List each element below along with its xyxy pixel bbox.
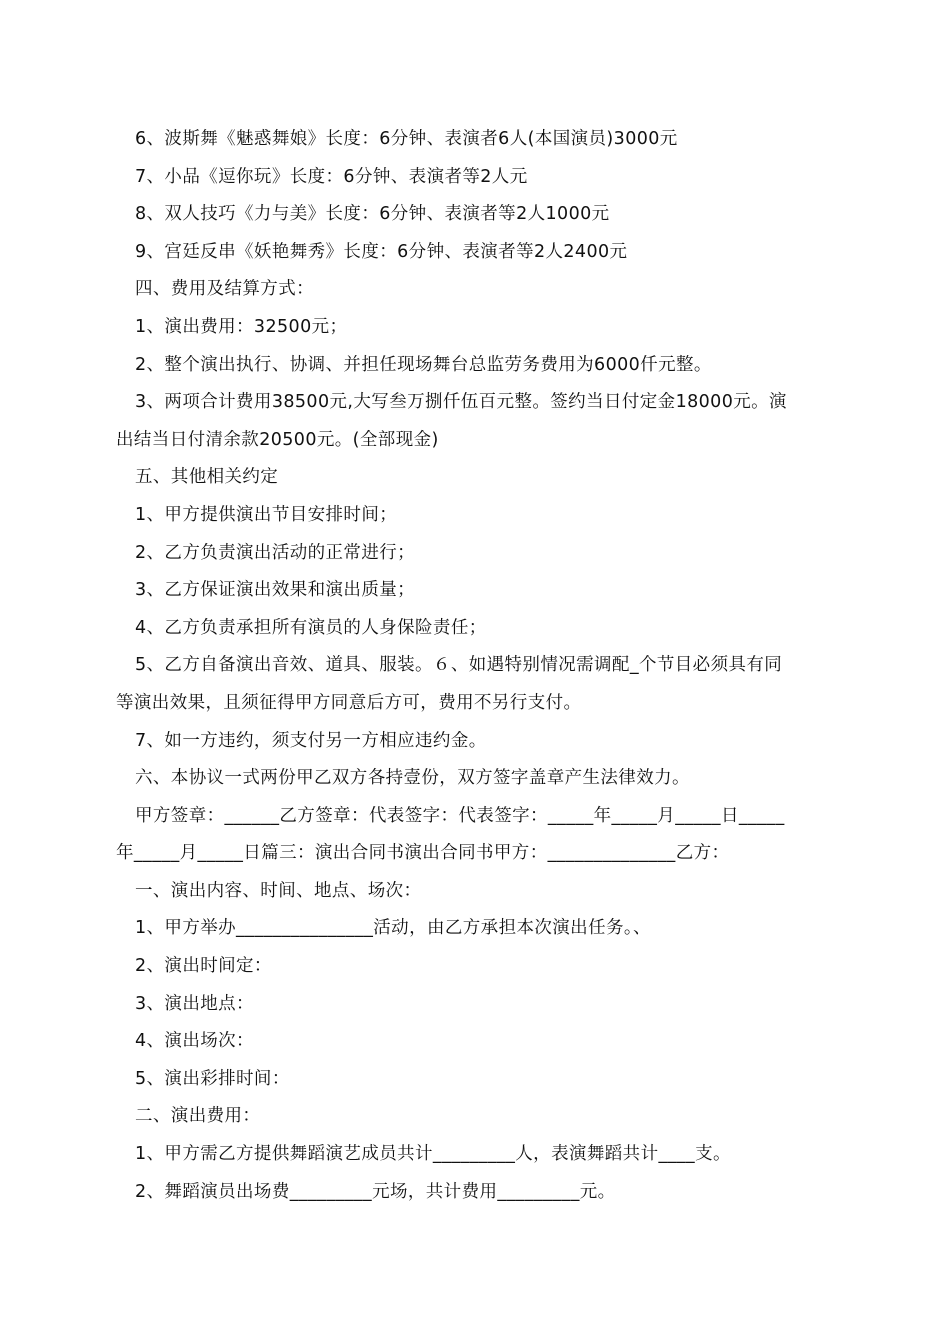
text-line: 5、乙方自备演出音效、道具、服装。６、如遇特别情况需调配_个节目必须具有同 bbox=[135, 655, 783, 676]
text-line: 一、演出内容、时间、地点、场次： bbox=[135, 880, 422, 901]
document-body bbox=[116, 121, 838, 1211]
text-line: 出结当日付清余款20500元。(全部现金) bbox=[116, 429, 439, 450]
text-line: 4、演出场次： bbox=[135, 1031, 254, 1052]
text-line: 3、乙方保证演出效果和演出质量； bbox=[135, 580, 416, 601]
text-line: 2、舞蹈演员出场费_________元场，共计费用_________元。 bbox=[135, 1181, 616, 1202]
text-line: 年_____月_____日篇三：演出合同书演出合同书甲方：______________乙方： bbox=[116, 843, 730, 864]
text-line: 1、甲方需乙方提供舞蹈演艺成员共计_________人，表演舞蹈共计____支。 bbox=[135, 1144, 731, 1165]
text-line: 1、演出费用：32500元； bbox=[135, 316, 348, 337]
text-line: 1、甲方举办_______________活动，由乙方承担本次演出任务。、 bbox=[135, 918, 651, 939]
text-line: 六、本协议一式两份甲乙双方各持壹份，双方签字盖章产生法律效力。 bbox=[135, 768, 690, 789]
text-line: 2、整个演出执行、协调、并担任现场舞台总监劳务费用为6000仟元整。 bbox=[135, 354, 712, 375]
text-line: 7、如一方违约，须支付另一方相应违约金。 bbox=[135, 730, 487, 751]
text-line: 甲方签章：______乙方签章：代表签字：代表签字：_____年_____月_____日_____ bbox=[135, 805, 785, 826]
text-line: 四、费用及结算方式： bbox=[135, 279, 314, 300]
text-line: 4、乙方负责承担所有演员的人身保险责任； bbox=[135, 617, 487, 638]
text-line: 3、两项合计费用38500元,大写叁万捌仟伍百元整。签约当日付定金18000元。演 bbox=[135, 392, 787, 413]
text-line: 8、双人技巧《力与美》长度：6分钟、表演者等2人1000元 bbox=[135, 204, 610, 225]
text-line: 1、甲方提供演出节目安排时间； bbox=[135, 504, 398, 525]
text-line: 2、乙方负责演出活动的正常进行； bbox=[135, 542, 416, 563]
text-line: 7、小品《逗你玩》长度：6分钟、表演者等2人元 bbox=[135, 166, 528, 187]
text-line: 9、宫廷反串《妖艳舞秀》长度：6分钟、表演者等2人2400元 bbox=[135, 241, 628, 262]
text-line: 等演出效果，且须征得甲方同意后方可，费用不另行支付。 bbox=[116, 692, 582, 713]
text-line: 6、波斯舞《魅惑舞娘》长度：6分钟、表演者6人(本国演员)3000元 bbox=[135, 129, 678, 149]
text-line: 5、演出彩排时间： bbox=[135, 1068, 290, 1089]
text-line: 二、演出费用： bbox=[135, 1106, 261, 1127]
text-line: 五、其他相关约定 bbox=[135, 467, 279, 488]
text-line: 2、演出时间定： bbox=[135, 956, 272, 977]
text-line: 3、演出地点： bbox=[135, 993, 254, 1014]
